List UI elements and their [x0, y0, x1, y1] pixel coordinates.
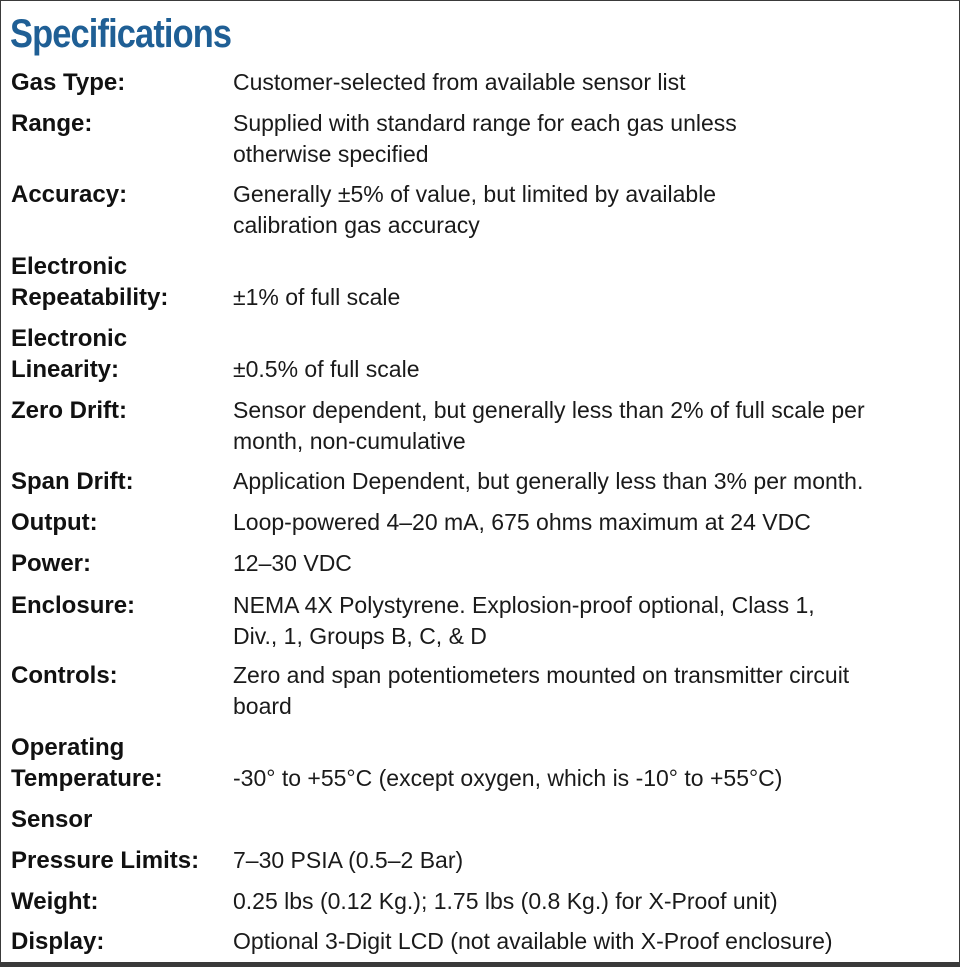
- spec-value: ±0.5% of full scale: [233, 356, 420, 382]
- spec-value: month, non-cumulative: [233, 428, 466, 454]
- spec-value: Customer-selected from available sensor list: [233, 69, 686, 95]
- spec-label: Gas Type:: [11, 69, 126, 96]
- spec-label: Temperature:: [11, 765, 163, 792]
- spec-value: 12–30 VDC: [233, 550, 352, 576]
- spec-label: Enclosure:: [11, 592, 136, 619]
- spec-value: Div., 1, Groups B, C, & D: [233, 623, 487, 649]
- spec-label: Span Drift:: [11, 468, 134, 495]
- spec-value: calibration gas accuracy: [233, 212, 480, 238]
- spec-label: Range:: [11, 110, 93, 137]
- bottom-border: [0, 962, 960, 967]
- spec-value: NEMA 4X Polystyrene. Explosion-proof optional, Class 1,: [233, 592, 815, 618]
- spec-label: Electronic: [11, 253, 128, 280]
- spec-value: -30° to +55°C (except oxygen, which is -10° to +55°C): [233, 765, 783, 791]
- spec-value: otherwise specified: [233, 141, 429, 167]
- spec-label: Power:: [11, 550, 92, 577]
- spec-label: Output:: [11, 509, 98, 536]
- spec-label: Zero Drift:: [11, 397, 127, 424]
- spec-value: 0.25 lbs (0.12 Kg.); 1.75 lbs (0.8 Kg.) for X-Proof unit): [233, 888, 778, 914]
- spec-value: Generally ±5% of value, but limited by available: [233, 181, 717, 207]
- spec-value: 7–30 PSIA (0.5–2 Bar): [233, 847, 464, 873]
- spec-value: Sensor dependent, but generally less than 2% of full scale per: [233, 397, 865, 423]
- spec-value: Supplied with standard range for each gas unless: [233, 110, 737, 136]
- spec-value: board: [233, 693, 292, 719]
- spec-label: Linearity:: [11, 356, 120, 383]
- spec-label: Weight:: [11, 888, 99, 915]
- spec-value: Application Dependent, but generally less than 3% per month.: [233, 468, 864, 494]
- spec-value: Optional 3-Digit LCD (not available with X-Proof enclosure): [233, 928, 833, 954]
- spec-label: Repeatability:: [11, 284, 169, 311]
- spec-label: Accuracy:: [11, 181, 128, 208]
- spec-value: Zero and span potentiometers mounted on transmitter circuit: [233, 662, 850, 688]
- spec-value: Loop-powered 4–20 mA, 675 ohms maximum at 24 VDC: [233, 509, 811, 535]
- spec-label: Operating: [11, 734, 125, 761]
- spec-label: Display:: [11, 928, 105, 955]
- spec-label: Controls:: [11, 662, 118, 689]
- spec-label: Pressure Limits:: [11, 847, 200, 874]
- spec-label: Sensor: [11, 806, 93, 833]
- spec-value: ±1% of full scale: [233, 284, 401, 310]
- page-title: Specifications: [10, 12, 232, 56]
- spec-label: Electronic: [11, 325, 128, 352]
